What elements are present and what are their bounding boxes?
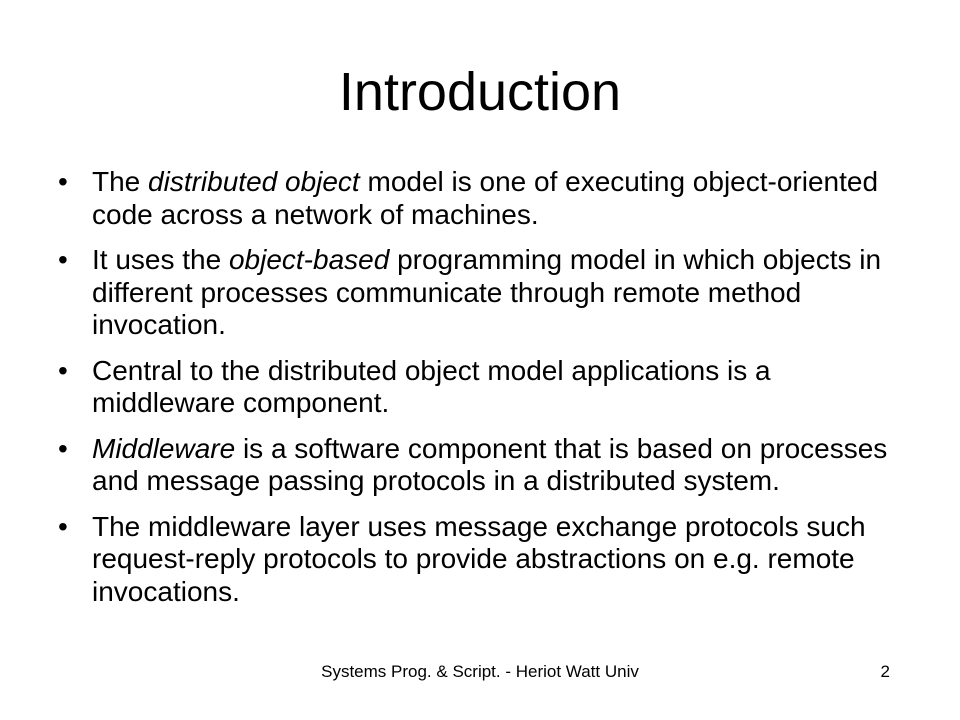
bullet-text: The middleware layer uses message exchange protocols such request-reply protocols to provide abstractions on e.g. remote invocations. <box>92 510 866 607</box>
bullet-dot: • <box>58 432 68 464</box>
page-number: 2 <box>880 662 890 681</box>
bullet-text-italic: Middleware <box>92 432 236 464</box>
bullet-dot: • <box>58 244 68 275</box>
bullet-item <box>58 355 908 420</box>
bullet-text-italic: distributed object <box>148 166 360 197</box>
bullet-text: The <box>92 166 149 197</box>
footer-text: Systems Prog. & Script. - Heriot Watt Univ <box>321 662 639 681</box>
bullet-text: It uses the <box>92 244 229 275</box>
bullet-text: programming model in which objects in different processes communicate through remote method invocation. <box>92 244 882 340</box>
bullet-text: is a software component that is based on processes and message passing protocols in a distributed system. <box>92 432 888 496</box>
bullet-text-italic: object-based <box>228 244 390 275</box>
slide-title: Introduction <box>338 62 622 122</box>
bullet-item <box>58 244 908 342</box>
bullet-dot: • <box>58 510 68 542</box>
bullet-dot: • <box>58 166 68 197</box>
bullet-item <box>58 511 908 609</box>
bullet-item <box>58 166 908 231</box>
bullet-list <box>58 166 908 621</box>
bullet-item <box>58 433 908 498</box>
bullet-dot: • <box>58 354 68 386</box>
bullet-text: model is one of executing object-oriented code across a network of machines. <box>92 166 879 230</box>
bullet-text: Central to the distributed object model applications is a middleware component. <box>92 354 771 418</box>
